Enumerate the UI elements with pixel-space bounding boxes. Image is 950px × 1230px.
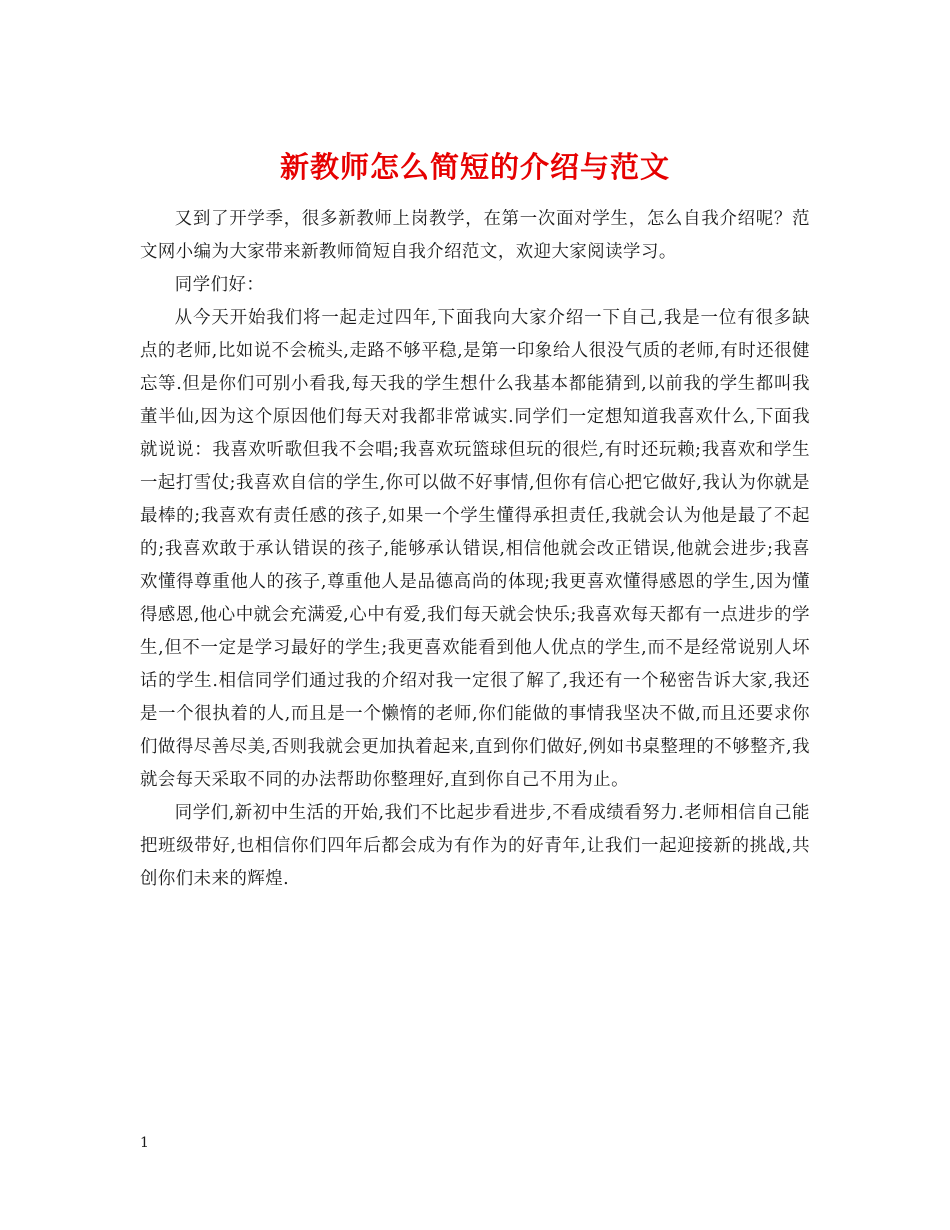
intro-paragraph: 又到了开学季，很多新教师上岗教学，在第一次面对学生，怎么自我介绍呢？范文网小编为大家带来新教师简短自我介绍范文，欢迎大家阅读学习。 [140,209,810,262]
page-number: 1 [140,1135,149,1151]
greeting-paragraph: 同学们好： [174,275,265,295]
closing-paragraph: 同学们,新初中生活的开始,我们不比起步看进步,不看成绩看努力.老师相信自己能把班级带好,也相信你们四年后都会成为有作为的好青年,让我们一起迎接新的挑战,共创你们未来的辉煌. [140,803,810,889]
main-paragraph: 从今天开始我们将一起走过四年,下面我向大家介绍一下自己,我是一位有很多缺点的老师,比如说不会梳头,走路不够平稳,是第一印象给人很没气质的老师,有时还很健忘等.但是你们可别小看我,每天我的学生想什么我基本都能猜到,以前我的学生都叫我董半仙,因为这个原因他们每天对我都非常诚实.同学们一定想知道我喜欢什么,下面我就说说：我喜欢听歌但我不会唱;我喜欢玩篮球但玩的很烂,有时还玩赖;我喜欢和学生一起打雪仗;我喜欢自信的学生,你可以做不好事情,但你有信心把它做好,我认为你就是最棒的;我喜欢有责任感的孩子,如果一个学生懂得承担责任,我就会认为他是最了不起的;我喜欢敢于承认错误的孩子,能够承认错误,相信他就会改正错误,他就会进步;我喜欢懂得尊重他人的孩子,尊重他人是品德高尚的体现;我更喜欢懂得感恩的学生,因为懂得感恩,他心中就会充满爱,心中有爱,我们每天就会快乐;我喜欢每天都有一点进步的学生,但不一定是学习最好的学生;我更喜欢能看到他人优点的学生,而不是经常说别人坏话的学生.相信同学们通过我的介绍对我一定很了解了,我还有一个秘密告诉大家,我还是一个很执着的人,而且是一个懒惰的老师,你们能做的事情我坚决不做,而且还要求你们做得尽善尽美,否则我就会更加执着起来,直到你们做好,例如书桌整理的不够整齐,我就会每天采取不同的办法帮助你整理好,直到你自己不用为止。 [140,308,810,790]
document-title: 新教师怎么简短的介绍与范文 [279,150,670,185]
document-body [140,203,810,896]
